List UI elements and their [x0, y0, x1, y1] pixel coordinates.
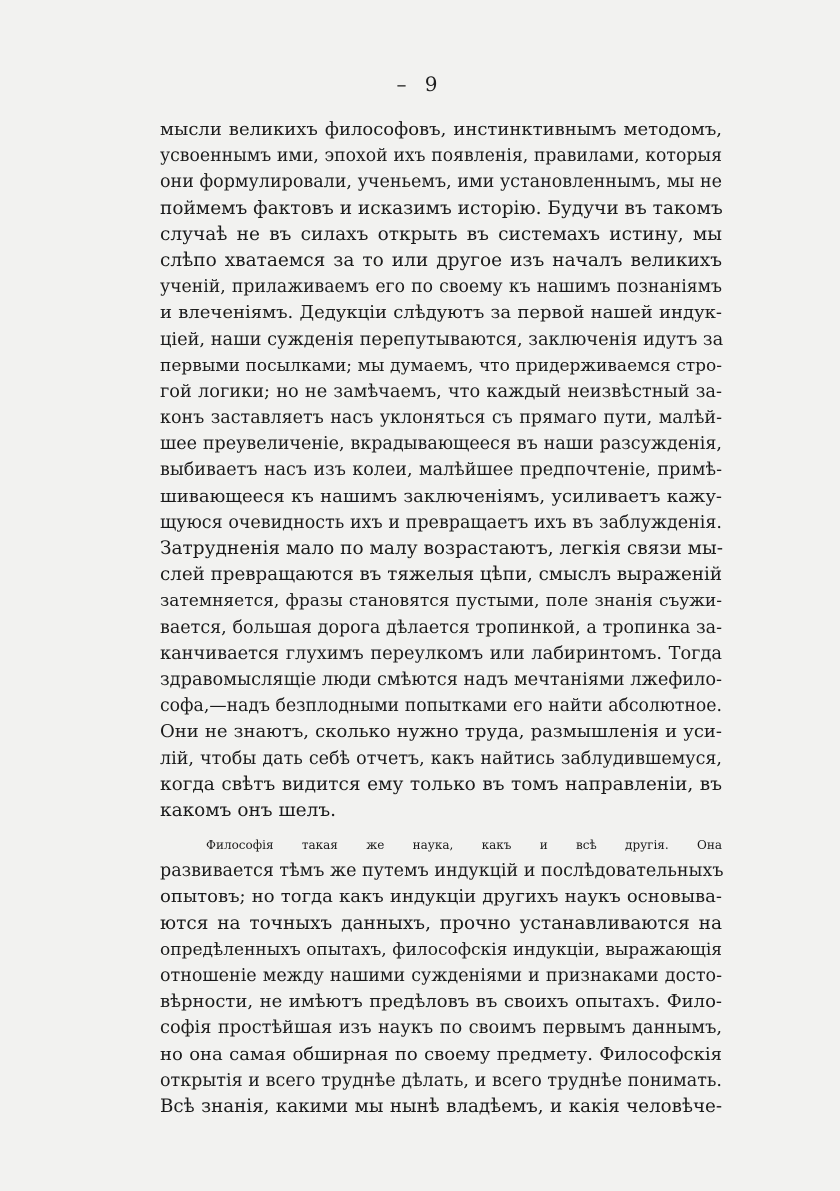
text-line: софа,—надъ безплодными попытками его найти абсолютное. — [160, 696, 722, 717]
text-line: вается, большая дорога дѣлается тропинкой, а тропинка за- — [160, 617, 722, 638]
text-line: шее преувеличеніе, вкрадывающееся въ наши разсужденія, — [160, 434, 722, 455]
text-line: ученій, прилаживаемъ его по своему къ нашимъ познаніямъ — [160, 277, 722, 298]
text-line: Они не знаютъ, сколько нужно труда, размышленія и уси- — [160, 721, 722, 743]
text-line: поймемъ фактовъ и исказимъ исторію. Будучи въ такомъ — [160, 197, 723, 219]
text-line: первыми посылками; мы думаемъ, что придерживаемся стро- — [160, 355, 722, 376]
text-line: ются на точныхъ данныхъ, прочно устанавливаются на — [160, 912, 722, 934]
text-line: развивается тѣмъ же путемъ индукцій и послѣдовательныхъ — [160, 861, 724, 882]
text-line: но она самая обширная по своему предмету. Философскія — [160, 1043, 722, 1065]
body-text — [160, 117, 722, 1120]
text-line: Затрудненія мало по малу возрастаютъ, легкія связи мы- — [160, 538, 724, 559]
text-line: усвоеннымъ ими, эпохой ихъ появленія, правилами, которыя — [160, 146, 722, 167]
text-line: ціей, наши сужденія перепутываются, заключенія идутъ за — [160, 329, 724, 350]
text-line: мысли великихъ философовъ, инстинктивнымъ методомъ, — [160, 119, 722, 140]
text-line: слѣпо хватаемся за то или другое изъ началъ великихъ — [160, 249, 722, 271]
text-line: софія простѣйшая изъ наукъ по своимъ первымъ даннымъ, — [160, 1018, 722, 1039]
page-number: – 9 — [396, 72, 444, 96]
text-line: Философія такая же наука, какъ и всѣ другія. Она — [206, 838, 722, 853]
text-line: выбиваетъ насъ изъ колеи, малѣйшее предпочтеніе, примѣ- — [160, 460, 722, 481]
text-line: когда свѣтъ видится ему только въ томъ направленіи, въ — [160, 773, 722, 795]
text-line: слей превращаются въ тяжелыя цѣпи, смыслъ выраженій — [160, 564, 722, 586]
text-line: затемняется, фразы становятся пустыми, поле знанія съужи- — [160, 591, 722, 612]
text-line: канчивается глухимъ переулкомъ или лабиринтомъ. Тогда — [160, 643, 722, 664]
paragraph — [160, 117, 722, 824]
text-line: гой логики; но не замѣчаемъ, что каждый неизвѣстный за- — [160, 381, 722, 402]
text-line: здравомыслящіе люди смѣются надъ мечтаніями лжефило- — [160, 669, 723, 690]
text-line: случаѣ не въ силахъ открыть въ системахъ истину, мы — [160, 223, 722, 245]
paragraph — [160, 832, 722, 1120]
text-line: опытовъ; но тогда какъ индукціи другихъ наукъ основыва- — [160, 886, 722, 908]
text-line: лій, чтобы дать себѣ отчетъ, какъ найтись заблудившемуся, — [160, 748, 722, 769]
text-line: отношеніе между нашими сужденіями и признаками досто- — [160, 966, 722, 986]
paragraph-gap — [160, 824, 722, 832]
text-line: они формулировали, ученьемъ, ими установленнымъ, мы не — [160, 172, 722, 193]
text-line: конъ заставляетъ насъ уклоняться съ прямаго пути, малѣй- — [160, 408, 722, 429]
text-line: и влеченіямъ. Дедукціи слѣдуютъ за первой нашей индук- — [160, 302, 722, 324]
text-line: шивающееся къ нашимъ заключеніямъ, усиливаетъ кажу- — [160, 485, 722, 507]
text-line: Всѣ знанія, какими мы нынѣ владѣемъ, и какія человѣче- — [160, 1095, 722, 1117]
text-line: какомъ онъ шелъ. — [160, 799, 337, 821]
text-line: щуюся очевидность ихъ и превращаетъ ихъ въ заблужденія. — [160, 512, 722, 533]
text-line: вѣрности, не имѣютъ предѣловъ въ своихъ опытахъ. Фило- — [160, 991, 722, 1013]
text-line: открытія и всего труднѣе дѣлать, и всего труднѣе понимать. — [160, 1070, 722, 1091]
text-line: опредѣленныхъ опытахъ, философскія индукціи, выражающія — [160, 939, 722, 960]
